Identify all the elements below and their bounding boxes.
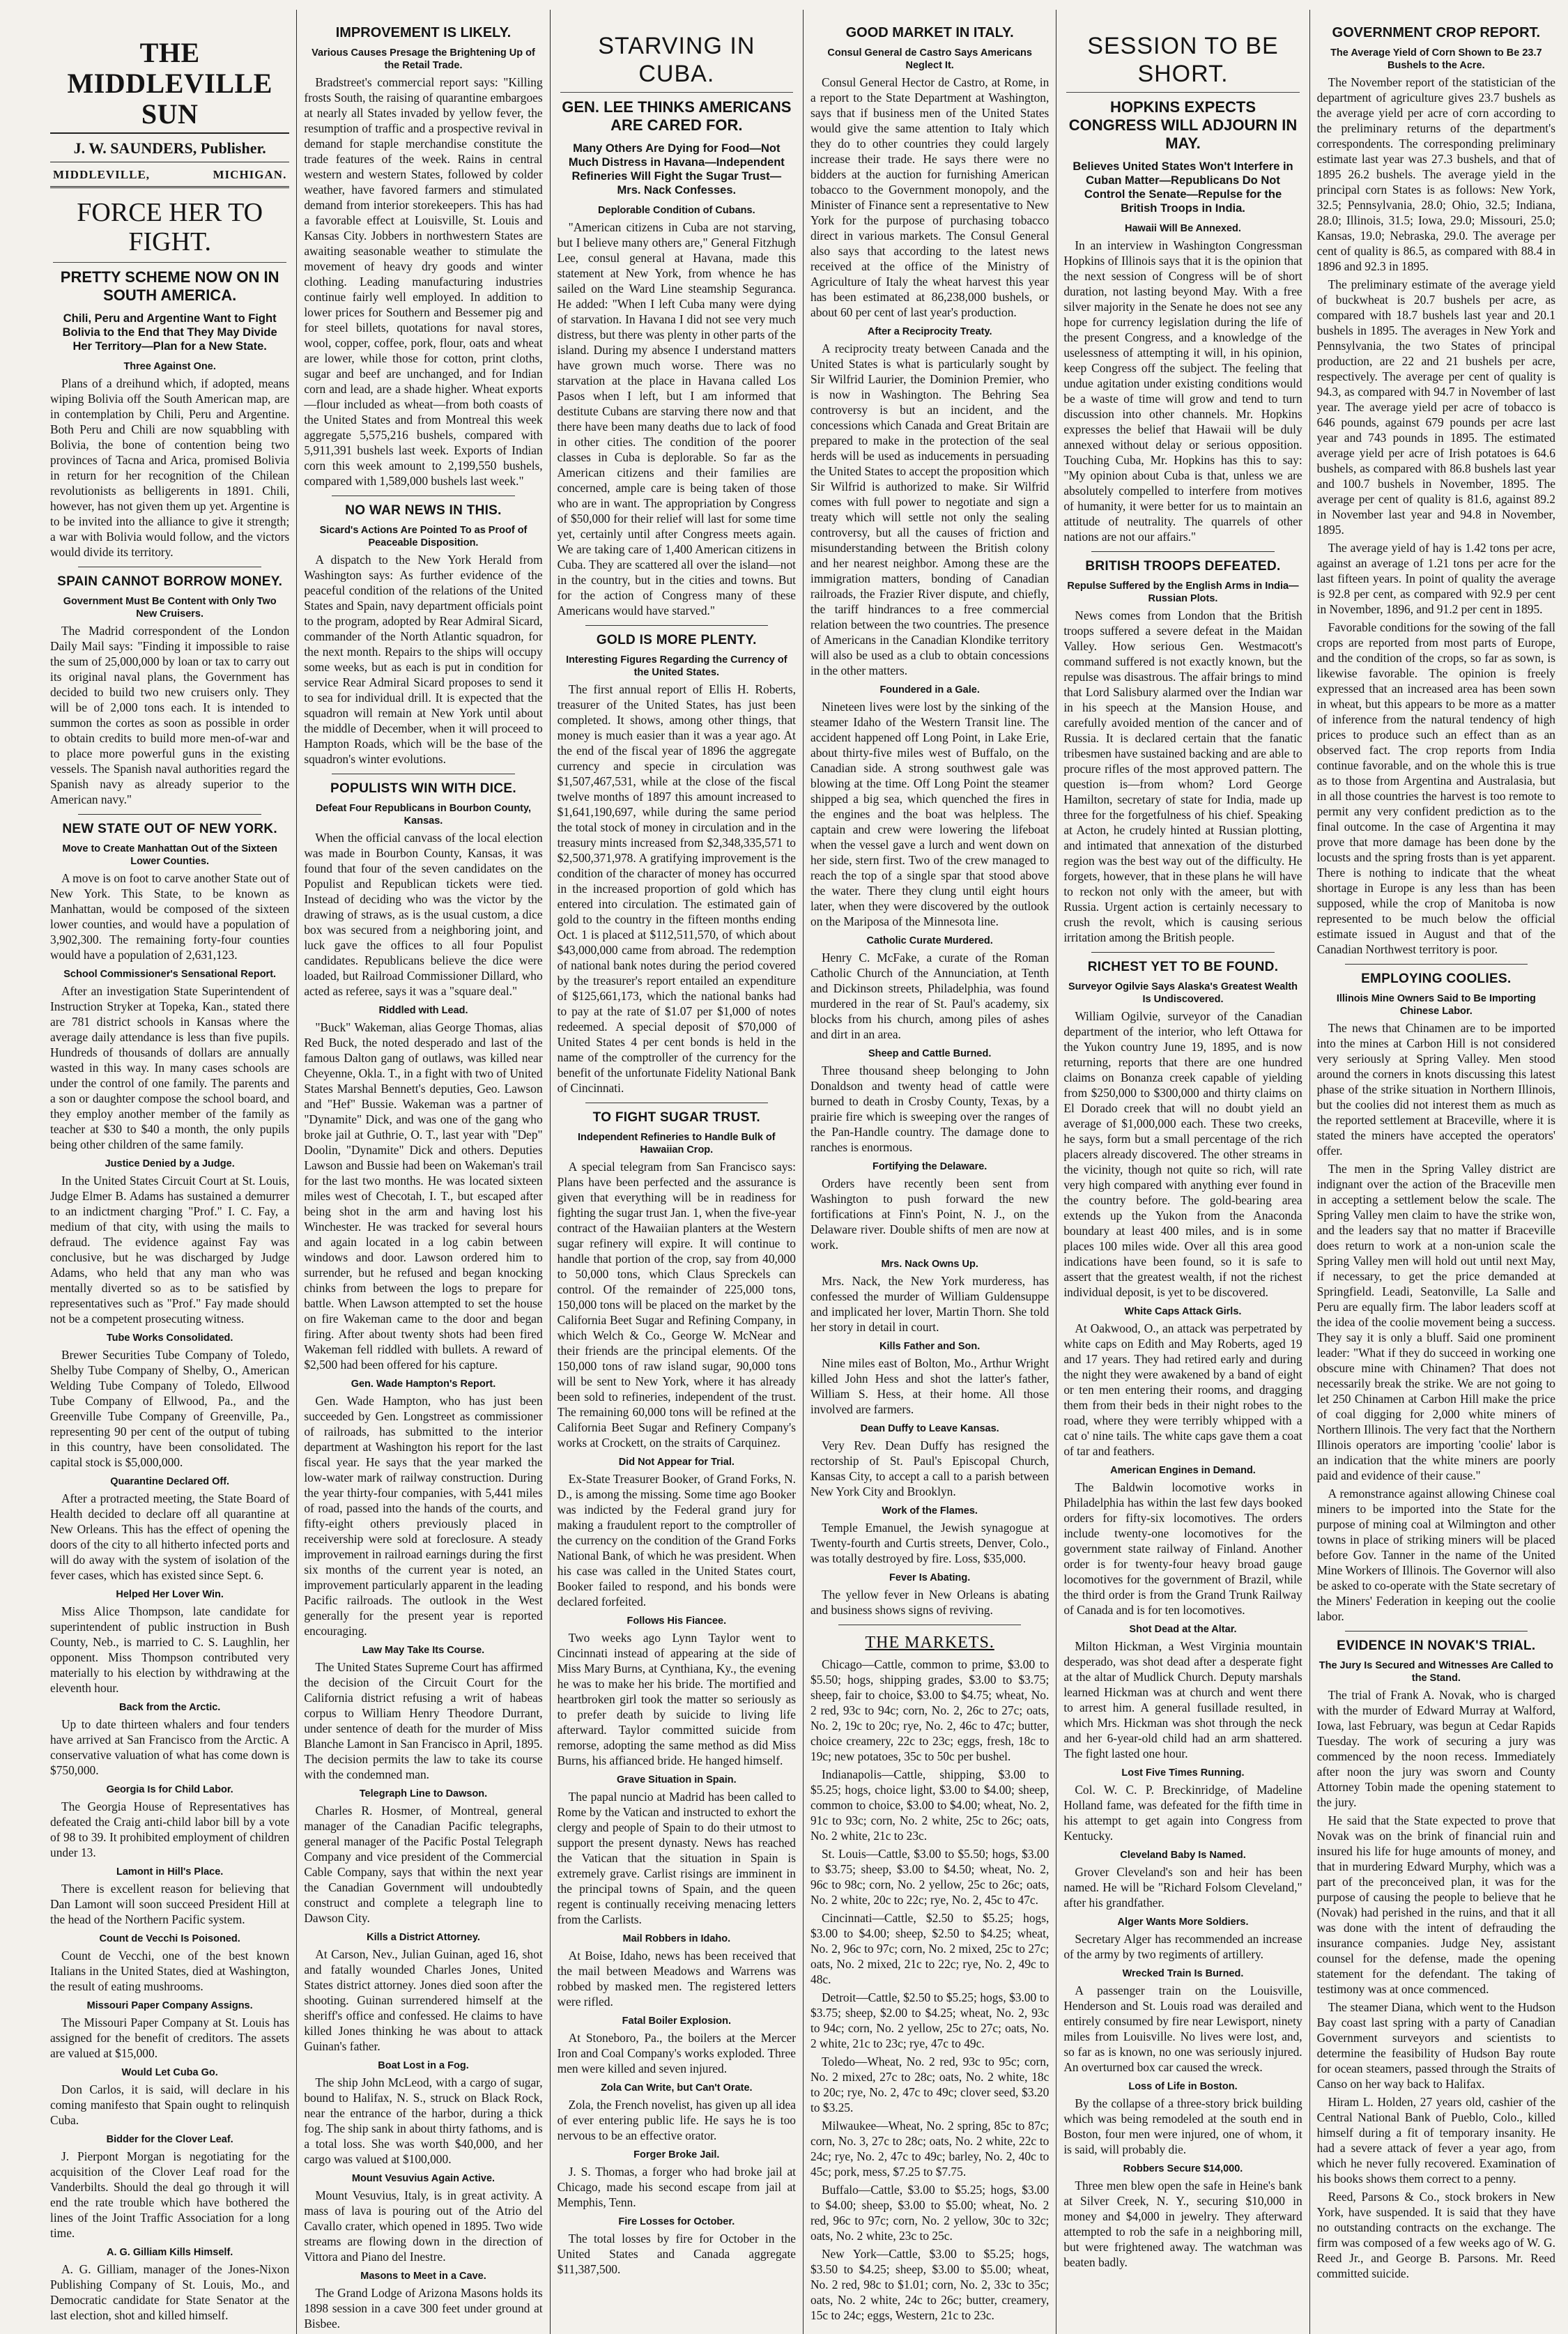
column-top-headline: GOOD MARKET IN ITALY. [845,25,1014,40]
article-paragraph: News comes from London that the British troops suffered a severe defeat in the Maidan Valley. How serious Gen. Westmacott's command suffered is not exactly known, but the repulse was disastrous. The affair brings to mind that Lord Salisbury alarmed over the Indian war in his speech at the Mansion House, and carefully avoided mention of the cancer and of Russia. It is declared certain that the fanatic tribesmen have sustained backing and are able to procure rifles of the most approved pattern. The question is—from whom? Lord George Hamilton, secretary of state for India, made up three for the forgetfulness of his chief. Speaking at Acton, he crudely hinted at Russian plotting, and intimated that annexation of the disturbed region was the best way out of the difficulty. He forgets, however, that in these plans he will have to reckon not only with the ameer, but with Russia. Urgent action is certainly necessary to crush the revolt, which is causing serious irritation among the British people. [1063,608,1302,944]
article-paragraph: Chicago—Cattle, common to prime, $3.00 to $5.50; hogs, shipping grades, $3.00 to $3.75; sheep, fair to choice, $3.00 to $4.75; wheat, No. 2 red, 93c to 94c; corn, No. 2, 26c to 27c; oats, No. 2, 19c to 20c; rye, No. 2, 46c to 47c; butter, choice creamery, 22c to 23c; eggs, fresh, 18c to 19c; new potatoes, 35c to 50c per bushel. [810,1657,1050,1763]
article-headline: NEW STATE OUT OF NEW YORK. [62,822,277,836]
subheading: Missouri Paper Company Assigns. [86,2000,253,2011]
markets-heading: THE MARKETS. [865,1634,994,1652]
article-headline: RICHEST YET TO BE FOUND. [1087,960,1279,974]
banner-headline: STARVING IN CUBA. [598,33,755,87]
lead-headline: FORCE HER TO FIGHT. [77,198,263,256]
article-paragraph: A remonstrance against allowing Chinese coal miners to be imported into the State for the purpose of mining coal at Wilmington and other towns in place of striking miners will be placed before Gov. Tanner in the name of the United Mine Workers of Illinois. The Governor will also be asked to co-operate with the State secretary of the Miners' Federation in keeping out the coolie labor. [1316,1487,1555,1623]
article-paragraph: The men in the Spring Valley district are indignant over the action of the Braceville men in accepting a settlement below the scale. The Spring Valley men claim to have the strike won, and the leaders say that no matter if Braceville does return to work at a non-union scale the Spring Valley men will hold out until next May, if necessary, to get the price demanded at Springfield. Leadi, Seatonville, La Salle and Peru are equally firm. The labor leaders scoff at the idea of the coolie movement being a success. They say it is only a bluff. Said one prominent leader: "What if they do succeed in working one obscure mine with Chinamen? That does not necessarily break the strike. We are not going to let 250 Chinamen at Carbon Hill make the price of coal digging for 2,000 white miners of Northern Illinois. The very fact that the Northern Illinois operators are importing 'coolie' labor is an indication that the white miners are poorly paid and evidence of their cause." [1316,1162,1555,1482]
article-paragraph: The trial of Frank A. Novak, who is charged with the murder of Edward Murray at Walford, Iowa, last February, was begun at Cedar Rapids Tuesday. The work of securing a jury was commenced by the noon recess. Immediately after noon the jury was sworn and County Attorney Tobin made the opening statement to the jury. [1316,1688,1555,1809]
subheading: Loss of Life in Boston. [1128,2081,1238,2092]
subheading: Forger Broke Jail. [633,2149,720,2160]
article-paragraph: Hiram L. Holden, 27 years old, cashier of the Central National Bank of Pueblo, Colo., killed himself during a fit of temporary insanity. He had a severe attack of fever a year ago, from which he never fully recovered. Examination of his books shows them correct to a penny. [1316,2095,1555,2186]
subheading: Back from the Arctic. [119,1702,221,1713]
article-headline: GOLD IS MORE PLENTY. [596,633,757,647]
subheading: Did Not Appear for Trial. [618,1457,735,1468]
subheading: Cleveland Baby Is Named. [1120,1850,1246,1861]
subheading: White Caps Attack Girls. [1124,1306,1242,1317]
article-paragraph: Toledo—Wheat, No. 2 red, 93c to 95c; corn, No. 2 mixed, 27c to 28c; oats, No. 2 white, 18c to 20c; rye, No. 2, 47c to 49c; clover seed, $3.20 to $3.25. [810,2055,1050,2114]
section-divider [1091,551,1274,552]
column-3 [550,10,803,2334]
article-paragraph: Mrs. Nack, the New York murderess, has confessed the murder of William Guldensuppe and implicated her lover, Martin Thorn. She told her story in detail in court. [810,1274,1050,1334]
article-paragraph: A. G. Gilliam, manager of the Jones-Nixon Publishing Company of St. Louis, Mo., and Democratic candidate for State Senator at the last election, shot and killed himself. [50,2262,290,2322]
subheading: Fatal Boiler Explosion. [622,2016,731,2027]
deck-headline: PRETTY SCHEME NOW ON IN SOUTH AMERICA. [53,262,286,305]
subheading: Interesting Figures Regarding the Currency of the United States. [566,654,787,678]
article-paragraph: A reciprocity treaty between Canada and the United States is what is particularly sought by Sir Wilfrid Laurier, the Dominion Premier, who is now in Washington. The Behring Sea controversy is but an incident, and the concessions which Canada and Great Britain are prepared to make in the protection of the seal herds will be used as inducements in persuading the United States to accept the proposition which Sir Wilfrid is authorized to make. Sir Wilfrid comes with full power to negotiate and sign a treaty which will settle not only the sealing controversy, but all the causes of friction and misunderstanding between the British colony and her nearest neighbor. Among these are the immigration matters, bonding of Canadian railroads, the Frazier River dispute, and chiefly, the tariff hindrances to a free commercial relation between the two countries. The presence of Americans in the Canadian Klondike territory will also be used as a club to obtain concessions in the other matters. [810,341,1050,677]
article-paragraph: Up to date thirteen whalers and four tenders have arrived at San Francisco from the Arctic. A conservative valuation of what has come down is $750,000. [50,1717,290,1777]
article-paragraph: Reed, Parsons & Co., stock brokers in New York, have suspended. It is said that they have no outstanding contracts on the exchange. The firm was composed of a few weeks ago of W. G. Reed Jr., and George B. Parsons. Mr. Reed committed suicide. [1316,2190,1555,2280]
subheading: Lost Five Times Running. [1121,1767,1245,1779]
banner-headline: SESSION TO BE SHORT. [1087,33,1279,87]
article-paragraph: The Georgia House of Representatives has defeated the Craig anti-child labor bill by a vote of 98 to 39. It prohibited employment of children under 13. [50,1799,290,1859]
article-paragraph: Milwaukee—Wheat, No. 2 spring, 85c to 87c; corn, No. 3, 27c to 28c; oats, No. 2 white, 22c to 24c; rye, No. 2, 47c to 49c; barley, No. 2, 40c to 45c; pork, mess, $7.25 to $7.75. [810,2119,1050,2179]
article-paragraph: Nineteen lives were lost by the sinking of the steamer Idaho of the Western Transit line. The accident happened off Long Point, in Lake Erie, about thirty-five miles west of Buffalo, on the Canadian side. A strong southwest gale was blowing at the time. Off Long Point the steamer shipped a big sea, which quenched the fires in the engines and the boat was helpless. The captain and crew were lowering the lifeboat when the vessel gave a lurch and went down on her side, stern first. Two of the crew managed to reach the top of a single spar that stood above the water. There they clung until eight hours later, when they were discovered by the outlook on the Mariposa of the Minnesota line. [810,700,1050,928]
article-paragraph: Secretary Alger has recommended an increase of the army by two regiments of artillery. [1063,1932,1302,1961]
article-paragraph: The Grand Lodge of Arizona Masons holds its 1898 session in a cave 300 feet under ground at Bisbee. [304,2286,543,2331]
article-paragraph: J. S. Thomas, a forger who had broke jail at Chicago, made his second escape from jail at Memphis, Tenn. [557,2165,796,2209]
article-paragraph: The Missouri Paper Company at St. Louis has assigned for the benefit of creditors. The assets are valued at $15,000. [50,2016,290,2060]
article-paragraph: "American citizens in Cuba are not starving, but I believe many others are," General Fitzhugh Lee, consul general at Havana, made this statement at New York, from whence he has sailed on the Ward Line steamship Seguranca. He added: "When I left Cuba many were dying of starvation. In Havana I did not see very much distress, but there was plenty in other parts of the island. During my absence I understand matters have grown much worse. There was no starvation at the place in Havana called Los Pasos when I left, but I am informed that destitute Cubans are starving there now and that there have been many deaths due to lack of food in other cities. The condition of the poorer classes in Cuba is deplorable. So far as the American citizens and their families are concerned, ample care is being taken of those who are in want. The appropriation by Congress of $50,000 for their relief will last for some time yet, certainly until after Congress meets again. We are taking care of 1,400 American citizens in Cuba. They are scattered all over the island—not in the country, but in the cities and towns. But for the action of Congress many of these Americans would have starved." [557,220,796,617]
subheading: Would Let Cuba Go. [121,2067,218,2078]
article-paragraph: At Oakwood, O., an attack was perpetrated by white caps on Edith and May Roberts, aged 19 and 17 years. They had retired early and during the night they were awakened by a band of eight or ten men entering their rooms, and dragging them from their beds in their night robes to the road, where they were terribly whipped with a cat o' nine tails. The white caps gave them a coat of tar and feathers. [1063,1321,1302,1458]
subheading: After a Reciprocity Treaty. [867,326,992,337]
article-paragraph: Two weeks ago Lynn Taylor went to Cincinnati instead of appearing at the side of Miss Mary Burns, at Cynthiana, Ky., the evening he was to make her his bride. The mortified and heartbroken girl took the matter so seriously as to prefer death by suicide to living life afterward. Taylor committed suicide from remorse, adopting the same method as did Miss Burns, his affianced bride. He hanged himself. [557,1631,796,1767]
subheading: Georgia Is for Child Labor. [106,1784,233,1795]
article-paragraph: Three thousand sheep belonging to John Donaldson and twenty head of cattle were burned to death in Crosby County, Texas, by a prairie fire which is sweeping over the ranges of the Pan-Handle country. The damage done to ranches is enormous. [810,1064,1050,1154]
article-paragraph: New York—Cattle, $3.00 to $5.25; hogs, $3.50 to $4.25; sheep, $3.00 to $5.00; wheat, No. 2 red, 98c to $1.01; corn, No. 2, 33c to 35c; oats, No. 2 white, 24c to 26c; butter, creamery, 15c to 24c; eggs, Western, 21c to 23c. [810,2247,1050,2322]
subheading: Law May Take Its Course. [362,1645,485,1656]
article-paragraph: Detroit—Cattle, $2.50 to $5.25; hogs, $3.00 to $3.75; sheep, $2.00 to $4.25; wheat, No. 2, 93c to 94c; corn, No. 2 yellow, 25c to 27c; oats, No. 2 white, 21c to 23c; rye, 47c to 49c. [810,1990,1050,2050]
masthead-town: MIDDLEVILLE, [53,168,151,181]
subheading: Shot Dead at the Altar. [1129,1624,1237,1635]
article-paragraph: He said that the State expected to prove that Novak was on the brink of financial ruin and insured his life for huge amounts of money, and that in murdering Edward Murphy, which was a part of the preconceived plan, it was for the purpose of causing the people to believe that he (Novak) had perished in the ruins, and that it all was done with the intent of defrauding the insurance companies. Judge Ney, assistant counsel for the defense, made the opening statement for the defendant. The taking of testimony was at once commenced. [1316,1813,1555,1996]
article-paragraph: A dispatch to the New York Herald from Washington says: As further evidence of the peaceful condition of the relations of the United States and Spain, navy department officials point to the program, adopted by Rear Admiral Sicard, commander of the North Atlantic squadron, for the next month. Repairs to the ships will occupy some weeks, but as each is put in condition for service Rear Admiral Sicard proposes to send it to sea for individual drill. It is expected that the squadron will remain at New York until about the middle of December, when it will proceed to Hampton Roads, which will be the base of the squadron's winter evolutions. [304,553,543,766]
subheading: Fortifying the Delaware. [872,1161,987,1172]
article-paragraph: Nine miles east of Bolton, Mo., Arthur Wright killed John Hess and shot the latter's father, William S. Hess, at their home. All those involved are farmers. [810,1356,1050,1416]
subheading: Alger Wants More Soldiers. [1117,1917,1249,1928]
article-paragraph: Charles R. Hosmer, of Montreal, general manager of the Canadian Pacific telegraphs, general manager of the Pacific Postal Telegraph Company and vice president of the Commercial Cable Company, says that within the next year the Canadian Government will undoubtedly construct and complete a telegraph line to Dawson City. [304,1804,543,1925]
article-headline: SPAIN CANNOT BORROW MONEY. [57,574,283,589]
article-paragraph: At Stoneboro, Pa., the boilers at the Mercer Iron and Coal Company's works exploded. Three men were killed and seven injured. [557,2031,796,2075]
article-paragraph: A special telegram from San Francisco says: Plans have been perfected and the assurance is given that everything will be in readiness for fighting the sugar trust Jan. 1, when the five-year contract of the Hawaiian planters at the Western sugar refinery will expire. It will continue to handle that portion of the crop, say from 40,000 to 50,000 tons, which Claus Spreckels can control. Of the remainder of 225,000 tons, 150,000 tons will be placed on the market by the California Beet Sugar and Refining Company, in which Welch & Co., George W. McNear and their friends are the principal elements. Of the 150,000 tons of raw island sugar, 90,000 tons will be sent to New York, where it has already been sold to refineries, independent of the trust. The remaining 60,000 tons will be refined at the California Beet Sugar and Refinery Company's works at Crockett, on the straits of Carquinez. [557,1160,796,1450]
column-top-headline: GOVERNMENT CROP REPORT. [1332,25,1541,40]
column-2 [296,10,549,2334]
column-5 [1056,10,1309,2334]
section-divider [585,625,768,626]
article-headline: EMPLOYING COOLIES. [1361,972,1512,986]
article-paragraph: Very Rev. Dean Duffy has resigned the rectorship of St. Paul's Episcopal Church, Kansas City, to accept a call to a parish between New York City and Brooklyn. [810,1438,1050,1498]
subheading: Telegraph Line to Dawson. [359,1788,488,1799]
subheading: Boat Lost in a Fog. [378,2060,469,2071]
article-paragraph: The papal nuncio at Madrid has been called to Rome by the Vatican and instructed to exhort the clergy and people of Spain to do their utmost to support the present dynasty. News has reached the Vatican that the situation in Spain is extremely grave. Carlist risings are imminent in the principal towns of Spain, and the queen regent is continually receiving menacing letters from the Carlists. [557,1790,796,1926]
subheading: Helped Her Lover Win. [116,1589,224,1600]
article-paragraph: The preliminary estimate of the average yield of buckwheat is 20.7 bushels per acre, as compared with 18.7 bushels last year and 20.1 bushels in 1895. The averages in New York and Pennsylvania, the two States of principal production, are 22 and 21 bushels per acre, respectively. The average per cent of quality is 94.3, as compared with 94.7 in November of last year. The average yield per acre of tobacco is 646 pounds, against 679 pounds per acre last year and 743 pounds in 1895. The estimated average yield per acre of Irish potatoes is 64.6 bushels, as compared with 86.8 bushels last year and 100.7 bushels in November, 1895. The average per cent of quality is 81.6, against 89.2 in November last year and 94.8 in November, 1895. [1316,277,1555,537]
article-paragraph: After an investigation State Superintendent of Instruction Stryker at Topeka, Kan., stated there are 781 district schools in Kansas where the average daily attendance is less than five pupils. Hundreds of thousands of dollars are annually wasted in this way. In many cases schools are under the control of one family. The parents and a son or daughter compose the school board, and they employ another member of the family as teacher at $30 to $40 a month, the only pupils being other children of the same family. [50,984,290,1151]
article-paragraph: Gen. Wade Hampton, who has just been succeeded by Gen. Longstreet as commissioner of railroads, has submitted to the interior department at Washington his report for the last fiscal year. He says that the year marked the low-water mark of railway construction. During the year thirty-four companies, with 5,441 miles of road, passed into the hands of the courts, and fifty-eight others previously placed in receivership were sold at foreclosure. A steady improvement in railroad earnings during the first six months of the current year is noted, an improvement particularly apparent in the leading Pacific railroads. The outlook in the West generally for the present year is reported encouraging. [304,1394,543,1638]
subheading: Count de Vecchi Is Poisoned. [99,1933,240,1944]
deck-headline: GEN. LEE THINKS AMERICANS ARE CARED FOR. [560,92,793,135]
masthead-title: THE MIDDLEVILLE SUN [50,38,289,134]
subheading: Fire Losses for October. [618,2216,735,2227]
article-paragraph: By the collapse of a three-story brick building which was being remodeled at the south end in Boston, four men were injured, one of whom, it is said, will probably die. [1063,2096,1302,2156]
subheading: The Average Yield of Corn Shown to Be 23.7 Bushels to the Acre. [1330,47,1542,71]
subheading: Quarantine Declared Off. [110,1476,230,1487]
subheading: Government Must Be Content with Only Two New Cruisers. [63,596,277,620]
article-paragraph: Mount Vesuvius, Italy, is in great activity. A mass of lava is pouring out of the Atrio del Cavallo crater, which opened in 1895. Two wide streams are flowing down in the direction of Vittora and Piano del Inestre. [304,2188,543,2264]
subheading: Gen. Wade Hampton's Report. [351,1379,496,1390]
article-paragraph: Miss Alice Thompson, late candidate for superintendent of public instruction in Bush County, Neb., is married to C. S. Laughlin, her opponent. Miss Thompson contributed very materially to his election by withdrawing at the eleventh hour. [50,1604,290,1695]
article-paragraph: At Carson, Nev., Julian Guinan, aged 16, shot and fatally wounded Charles Jones, United States district attorney. Jones died soon after the shooting. Guinan surrendered himself at the sheriff's office and confessed. He claims to have killed Jones thinking he was about to attack Guinan's father. [304,1947,543,2053]
subheading: Work of the Flames. [882,1505,978,1517]
column-4 [803,10,1056,2334]
subheading: Justice Denied by a Judge. [105,1158,235,1169]
article-paragraph: Brewer Securities Tube Company of Toledo, Shelby Tube Company of Shelby, O., American Welding Tube Company of Toledo, Ellwood Tube Company of Ellwood, Pa., and the Greenville Tube Company of Greenville, Pa., representing 90 per cent of the output of tubing in this country, have been consolidated. The capital stock is $5,000,000. [50,1348,290,1469]
article-paragraph: Plans of a dreihund which, if adopted, means wiping Bolivia off the South American map, are in contemplation by Chili, Peru and Argentine. Both Peru and Chili are now squabbling with Bolivia, the bone of contention being two provinces of Tacna and Arica, promised Bolivia in return for her recognition of the Chilean revolutionists as belligerents in 1891. Chili, however, has not given them up yet. Argentine is to be invited into the alliance to give it strength; a war with Bolivia would follow, and the victors would divide its territory. [50,376,290,559]
article-paragraph: Bradstreet's commercial report says: "Killing frosts South, the raising of quarantine embargoes at nearly all States invaded by yellow fever, the resumption of traffic and a prospective revival in demand for staple merchandise constitute the trade features of the week. Rains in central western and western States, followed by colder weather, have favored farmers and stimulated demand from interior storekeepers. This has had a favorable effect at Louisville, St. Louis and Kansas City. Jobbers in northwestern States are awaiting seasonable weather to stimulate the movement of heavy dry goods and winter clothing. Leading manufacturing industries continue fairly well employed. In addition to lower prices for Southern and Bessemer pig and for steel billets, quotations for naval stores, wool, copper, coffee, pork, flour, oats and wheat are lower, while those for cotton, print cloths, sugar and beef are unchanged, and for Indian corn and lead, are a shade higher. Wheat exports—flour included as wheat—from both coasts of the United States and from Montreal this week aggregate 5,575,216 bushels, compared with 5,911,391 bushels last week. Exports of Indian corn this week amount to 2,199,550 bushels, compared with 1,589,000 bushels last week." [304,75,543,488]
subheading: Mount Vesuvius Again Active. [351,2173,495,2184]
subheading: Riddled with Lead. [378,1005,468,1016]
subheading: Bidder for the Clover Leaf. [106,2134,233,2145]
article-paragraph: After a protracted meeting, the State Board of Health decided to declare off all quarantine at New Orleans. This has the effect of opening the doors of the city to all hitherto infected ports and will do away with the system of isolation of the fever cases, which has existed since Sept. 6. [50,1491,290,1582]
article-paragraph: Ex-State Treasurer Booker, of Grand Forks, N. D., is among the missing. Some time ago Booker was indicted by the Federal grand jury for making a fraudulent report to the comptroller of the currency on the condition of the Grand Forks National Bank, of which he was president. When his case was called in the United States court, Booker failed to respond, and his bonds were declared forfeited. [557,1472,796,1609]
subheading: Consul General de Castro Says Americans Neglect It. [827,47,1032,71]
masthead-state: MICHIGAN. [213,168,287,181]
deck-summary: Many Others Are Dying for Food—Not Much Distress in Havana—Independent Refineries Will Fight the Sugar Trust—Mrs. Nack Confesses. [568,142,785,197]
article-paragraph: Grover Cleveland's son and heir has been named. He will be "Richard Folsom Cleveland," after his grandfather. [1063,1865,1302,1910]
subheading: Various Causes Presage the Brightening Up of the Retail Trade. [312,47,535,71]
subheading: Robbers Secure $14,000. [1123,2163,1243,2174]
subheading: Independent Refineries to Handle Bulk of Hawaiian Crop. [578,1132,776,1156]
article-paragraph: The United States Supreme Court has affirmed the decision of the Circuit Court for the California district refusing a writ of habeas corpus to William Henry Theodore Durrant, under sentence of death for the murder of Miss Blanche Lamont in San Francisco in April, 1895. The decision permits the law to take its course with the condemned man. [304,1660,543,1781]
subheading: Fever Is Abating. [889,1572,971,1583]
subheading: The Jury Is Secured and Witnesses Are Called to the Stand. [1319,1660,1553,1684]
article-paragraph: There is excellent reason for believing that Dan Lamont will soon succeed President Hill at the head of the Northern Pacific system. [50,1882,290,1926]
article-headline: EVIDENCE IN NOVAK'S TRIAL. [1337,1638,1536,1653]
article-headline: POPULISTS WIN WITH DICE. [330,781,516,796]
subheading: Move to Create Manhattan Out of the Sixteen Lower Counties. [62,843,277,867]
article-paragraph: The ship John McLeod, with a cargo of sugar, bound to Halifax, N. S., struck on Black Rock, near the entrance of the harbor, during a thick fog. The ship sank in about thirty fathoms, and is a total loss. She was worth $40,000, and her cargo was valued at $100,000. [304,2075,543,2166]
article-paragraph: Milton Hickman, a West Virginia mountain desperado, was shot dead after a desperate fight at the altar of Mudlick Church. Deputy marshals learned Hickman was at church and went there to arrest him. A general fusillade resulted, in which Mrs. Hickman was shot through the neck and her 6-year-old child had an arm shattered. The fight lasted one hour. [1063,1639,1302,1760]
subheading: Zola Can Write, but Can't Orate. [601,2082,753,2094]
article-paragraph: The first annual report of Ellis H. Roberts, treasurer of the United States, has just been completed. It shows, among other things, that money is much easier than it was a year ago. At the end of the fiscal year of 1896 the aggregate currency and specie in circulation was $1,507,467,531, while at the close of the fiscal twelve months of 1897 this amount increased to $1,641,190,697, while during the same period the total stock of money in circulation and in the treasury mints increased from $2,348,335,571 to $2,500,371,978. A gratifying improvement is the condition of the character of money has occurred in the increased proportion of gold which has entered into circulation. The estimated gain of gold to the country in the fifteen months ending Oct. 1 is placed at $112,511,570, of which about $43,000,000 came from abroad. The redemption of national bank notes during the period covered by the treasurer's report entailed an expenditure of $125,661,173, which the national banks had to pay at the rate of $1.07 per $1,000 of notes redeemed. A special deposit of $70,000 of United States 4 per cent bonds is held in the name of the comptroller of the currency for the benefit of the unfortunate Fidelity National Bank of Cincinnati. [557,682,796,1095]
subheading: Catholic Curate Murdered. [866,935,993,946]
subheading: Sicard's Actions Are Pointed To as Proof of Peaceable Disposition. [319,525,528,548]
newspaper-page [43,10,1562,2331]
article-paragraph: When the official canvass of the local election was made in Bourbon County, Kansas, it was found that four of the seven candidates on the Populist and Republican tickets were tied. Instead of deciding who was the victor by the drawing of straws, as is the usual custom, a dice box was secured from a neighboring joint, and luck gave the offices to all four Populist candidates. Republicans believe the dice were loaded, but Railroad Commissioner Dillard, who acted as referee, says it was a "square deal." [304,831,543,998]
article-paragraph: Count de Vecchi, one of the best known Italians in the United States, died at Washington, the result of eating mushrooms. [50,1949,290,1993]
article-paragraph: The average yield of hay is 1.42 tons per acre, against an average of 1.21 tons per acre for the last fifteen years. In point of quality the average is 92.8 per cent, as compared with 92.9 per cent in November, 1896, and 91.2 per cent in 1895. [1316,541,1555,616]
masthead-publisher: J. W. SAUNDERS, Publisher. [50,134,289,162]
subheading: Masons to Meet in a Cave. [360,2271,486,2282]
subheading: Kills a District Attorney. [367,1932,480,1943]
subheading: Surveyor Ogilvie Says Alaska's Greatest Wealth Is Undiscovered. [1068,981,1298,1005]
subheading: Illinois Mine Owners Said to Be Importing Chinese Labor. [1336,993,1536,1017]
subheading: American Engines in Demand. [1110,1465,1256,1476]
article-paragraph: Zola, the French novelist, has given up all idea of ever entering public life. He says he is too nervous to be an effective orator. [557,2098,796,2142]
section-divider [78,814,261,815]
article-paragraph: In the United States Circuit Court at St. Louis, Judge Elmer B. Adams has sustained a demurrer to an indictment charging "Prof." I. C. Fay, a medium of that city, with using the mails to defraud. The evidence against Fay was conclusive, but he was discharged by Judge Adams, who held that any man who was mentally diverted so as to be satisfied by representatives such as "Prof." Fay made should not be a competent prosecuting witness. [50,1174,290,1326]
subheading: Wrecked Train Is Burned. [1122,1968,1244,1979]
subheading: Repulse Suffered by the English Arms in India—Russian Plots. [1067,581,1299,604]
article-paragraph: Consul General Hector de Castro, at Rome, in a report to the State Department at Washington, says that if business men of the United States would give the same attention to Italy which they do to other countries they could largely increase their trade. He says there were no bidders at the auction for furnishing American tobacco to the Government monopoly, and the Minister of Finance sent a representative to New York for the purpose of purchasing tobacco direct in various markets. The Consul General also says that according to the latest news received at the office of the Ministry of Agriculture of Italy the wheat harvest this year has been estimated at 86,238,000 bushels, or about 60 per cent of last year's production. [810,75,1050,319]
section-divider [1345,964,1528,965]
column-1 [43,10,296,2334]
subheading: Foundered in a Gale. [879,684,980,696]
article-paragraph: In an interview in Washington Congressman Hopkins of Illinois says that it is the opinion that the next session of Congress will be of short duration, not lasting beyond May. With a free silver majority in the Senate he does not see any hope for currency legislation during the life of the present Congress, and a knowledge of the uselessness of attempting it will, in his opinion, keep Congress off the subject. The feeling that undue agitation under existing conditions would be a waste of time will grow and tend to turn discussion into other channels. Mr. Hopkins expresses the belief that Hawaii will be duly annexed without delay or serious opposition. Touching Cuba, Mr. Hopkins has this to say: "My opinion about Cuba is that, unless we are absolutely compelled to interfere from motives of humanity, it were better for us to maintain an attitude of neutrality. The quarrels of other nations are not our affairs." [1063,238,1302,544]
article-paragraph: The yellow fever in New Orleans is abating and business shows signs of reviving. [810,1588,1050,1617]
article-paragraph: A passenger train on the Louisville, Henderson and St. Louis road was derailed and entirely consumed by fire near Lewisport, ninety miles from Louisville. No lives were lost, and, so far as is known, no one was seriously injured. An overturned box car caused the wreck. [1063,1983,1302,2074]
article-paragraph: "Buck" Wakeman, alias George Thomas, alias Red Buck, the noted desperado and last of the famous Dalton gang of outlaws, was killed near Cheyenne, Okla. T., in a fight with two of United States Marshal Bennett's deputies, Geo. Lawson and "Hef" Bussie. Wakeman was a partner of "Dynamite" Dick, and was one of the gang who broke jail at Guthrie, O. T., last year with "Dep" Doolin, "Dynamite" Dick and others. Deputies Lawson and Bussie had been on Wakeman's trail for the last two months. He was located sixteen miles west of Checotah, I. T., but escaped after being shot in the arm and having lost his Winchester. He was tracked for several hours and again located in a log cabin between windows and door. Lawson ordered him to surrender, but he refused and began knocking chinks from between the logs to prepare for battle. When Lawson attempted to set the house on fire Wakeman came to the door and began firing. After about twenty shots had been fired Wakeman fell riddled with bullets. A reward of $2,500 had been offered for his capture. [304,1020,543,1372]
article-paragraph: Col. W. C. P. Breckinridge, of Madeline Holland fame, was defeated for the fifth time in his attempt to get again into Congress from Kentucky. [1063,1783,1302,1843]
article-paragraph: Indianapolis—Cattle, shipping, $3.00 to $5.25; hogs, choice light, $3.00 to $4.00; sheep, common to choice, $3.00 to $4.00; wheat, No. 2, 91c to 93c; corn, No. 2 white, 25c to 26c; oats, No. 2 white, 21c to 23c. [810,1767,1050,1843]
article-paragraph: J. Pierpont Morgan is negotiating for the acquisition of the Clover Leaf road for the Vanderbilts. Should the deal go through it will end the rate trouble which have bothered the lines of the Joint Traffic Association for a long time. [50,2149,290,2240]
subheading: Dean Duffy to Leave Kansas. [860,1423,999,1434]
article-paragraph: The Madrid correspondent of the London Daily Mail says: "Finding it impossible to raise the sum of 25,000,000 by loan or tax to carry out its original naval plans, the Government has decided to build two new cruisers only. They will be of 2,000 tons each. It is intended to summon the cortes as soon as possible in order to obtain credits to build more men-of-war and to place more powerful guns in the existing vessels. The Spanish naval authorities regard the Spanish navy as already superior to the American navy." [50,624,290,806]
subheading: A. G. Gilliam Kills Himself. [107,2247,233,2258]
article-paragraph: Cincinnati—Cattle, $2.50 to $5.25; hogs, $3.00 to $4.00; sheep, $2.50 to $4.25; wheat, No. 2, 96c to 97c; corn, No. 2 mixed, 25c to 27c; oats, No. 2 mixed, 21c to 22c; rye, No. 2, 49c to 48c. [810,1911,1050,1986]
article-headline: TO FIGHT SUGAR TRUST. [592,1110,760,1125]
section-divider [1091,952,1274,953]
article-paragraph: Temple Emanuel, the Jewish synagogue at Twenty-fourth and Curtis streets, Denver, Colo., was totally destroyed by fire. Loss, $35,000. [810,1521,1050,1565]
subheading: Deplorable Condition of Cubans. [598,205,755,216]
article-paragraph: The Baldwin locomotive works in Philadelphia has within the last few days booked orders for fifty-six locomotives. The orders include twenty-one locomotives for the government state railway of Finland. Another order is for twenty-four heavy broad gauge locomotives for the government of Brazil, while the third order is from the Grand Trunk Railway of Canada and is for ten locomotives. [1063,1480,1302,1617]
column-6 [1309,10,1562,2334]
article-paragraph: The news that Chinamen are to be imported into the mines at Carbon Hill is not considered very seriously at Spring Valley. Men stood around the corners in knots discussing this latest phase of the strike situation in Northern Illinois, but the coolies did not interest them as much as the reported settlement at Braceville, where it is stated the miners have accepted the operators' offer. [1316,1021,1555,1158]
subheading: School Commissioner's Sensational Report. [63,969,277,980]
column-top-headline: IMPROVEMENT IS LIKELY. [335,25,512,40]
article-paragraph: William Ogilvie, surveyor of the Canadian department of the interior, who left Ottawa for the Yukon country June 19, 1895, and is now returning, reports that there are one hundred claims on Bonanza creek capable of yielding from $250,000 to $300,000 and thirty claims on El Dorado creek that will no doubt yield an average of $1,000,000 each. These two creeks, he says, form but a small percentage of the rich placers already discovered. The other streams in the vicinity, though not quite so rich, will rate very high compared with anything ever found in the country before. The gold-bearing area extends up the Yukon from the Anaconda boundary at least 400 miles, and is in some places 100 miles wide. Over all this area good indications have been found, so it is safe to assert that the greatest wealth, if not the richest individual deposit, is yet to be discovered. [1063,1009,1302,1299]
article-paragraph: The total losses by fire for October in the United States and Canada aggregate $11,387,500. [557,2232,796,2276]
subheading: Grave Situation in Spain. [617,1774,737,1786]
article-paragraph: Don Carlos, it is said, will declare in his coming manifesto that Spain ought to relinquish Cuba. [50,2082,290,2127]
article-paragraph: Orders have recently been sent from Washington to push forward the new fortifications at Finn's Point, N. J., on the Delaware river. Double shifts of men are now at work. [810,1176,1050,1252]
article-paragraph: The steamer Diana, which went to the Hudson Bay coast last spring with a party of Canadian Government surveyors and scientists to determine the feasibility of Hudson Bay route for ocean steamers, passed through the Straits of Canso on her way back to Halifax. [1316,2000,1555,2091]
subheading: Kills Father and Son. [879,1341,981,1352]
subheading: Mrs. Nack Owns Up. [881,1259,978,1270]
subheading: Defeat Four Republicans in Bourbon County, Kansas. [315,803,532,827]
subheading: Lamont in Hill's Place. [116,1866,224,1878]
subheading: Mail Robbers in Idaho. [622,1933,731,1944]
masthead-place [50,162,289,188]
section-divider [1345,1631,1528,1632]
subheading: Hawaii Will Be Annexed. [1125,223,1241,234]
article-paragraph: Buffalo—Cattle, $3.00 to $5.25; hogs, $3.00 to $4.00; sheep, $3.00 to $5.00; wheat, No. 2 red, 96c to 97c; corn, No. 2 yellow, 30c to 32c; oats, No. 2 white, 23c to 25c. [810,2183,1050,2243]
deck-headline: HOPKINS EXPECTS CONGRESS WILL ADJOURN IN MAY. [1066,92,1299,153]
article-headline: BRITISH TROOPS DEFEATED. [1085,559,1281,574]
article-paragraph: At Boise, Idaho, news has been received that the mail between Meadows and Warrens was robbed by masked men. The registered letters were rifled. [557,1949,796,2009]
article-paragraph: The November report of the statistician of the department of agriculture gives 23.7 bushels as the average yield per acre of corn according to the preliminary returns of the department's correspondents. The corresponding preliminary estimate last year was 27.3 bushels, and that of 1895 26.2 bushels. The average yield in the principal corn States is as follows: New York, 32.5; Pennsylvania, 28.0; Ohio, 32.5; Indiana, 28.0; Illinois, 31.5; Iowa, 29.0; Missouri, 25.0; Kansas, 19.0; Nebraska, 29.0. The average per cent of quality is 86.5, as compared with 88.4 in 1896 and 92.3 in 1895. [1316,75,1555,273]
article-paragraph: Henry C. McFake, a curate of the Roman Catholic Church of the Annunciation, at Tenth and Dickinson streets, Philadelphia, was found murdered in the rear of St. Paul's academy, six blocks from his church, among piles of ashes and dirt in an area. [810,951,1050,1041]
article-headline: NO WAR NEWS IN THIS. [345,503,502,518]
article-paragraph: A move is on foot to carve another State out of New York. This State, to be known as Manhattan, would be composed of the sixteen lower counties, and would have a population of 3,902,300. The remaining forty-four counties would have a population of 2,631,123. [50,871,290,962]
article-paragraph: St. Louis—Cattle, $3.00 to $5.50; hogs, $3.00 to $3.75; sheep, $3.00 to $4.50; wheat, No. 2, 96c to 98c; corn, No. 2 yellow, 25c to 26c; oats, No. 2 white, 20c to 22c; rye, No. 2, 45c to 47c. [810,1847,1050,1907]
article-paragraph: Favorable conditions for the sowing of the fall crops are reported from most parts of Europe, and the condition of the crops, so far as sown, is likewise favorable. The opinion is freely expressed that an increased area has been sown in wheat, but this appears to be more as a matter of inference from the natural tendency of high prices to produce such an effect than as an observed fact. The crop reports from India continue favorable, and on the whole this is true as to those from Argentina and Australasia, but in all those countries the harvest is too remote to permit any very confident prediction as to the final outcome. In the case of Argentina it may prove that more damage has been done by the locusts and the spring frosts than is yet apparent. There is nothing to indicate that the wheat shortage in Europe is any less than has been supposed, while the crop of Manitoba is now represented to be much below the official estimate issued in August and that of the Canadian Northwest territory is poor. [1316,620,1555,956]
subheading: Sheep and Cattle Burned. [868,1048,992,1059]
subheading: Three Against One. [123,361,216,372]
deck-summary: Chili, Peru and Argentine Want to Fight Bolivia to the End that They May Divide Her Territory—Plan for a New State. [62,312,277,353]
deck-summary: Believes United States Won't Interfere in Cuban Matter—Republicans Do Not Control the Senate—Repulse for the British Troops in India. [1073,160,1293,215]
article-paragraph: Three men blew open the safe in Heine's bank at Silver Creek, N. Y., securing $10,000 in money and $4,000 in jewelry. They afterward attempted to rob the safe in a neighboring mill, but were frightened away. The watchman was beaten badly. [1063,2179,1302,2269]
subheading: Tube Works Consolidated. [106,1333,233,1344]
subheading: Follows His Fiancee. [627,1615,727,1627]
